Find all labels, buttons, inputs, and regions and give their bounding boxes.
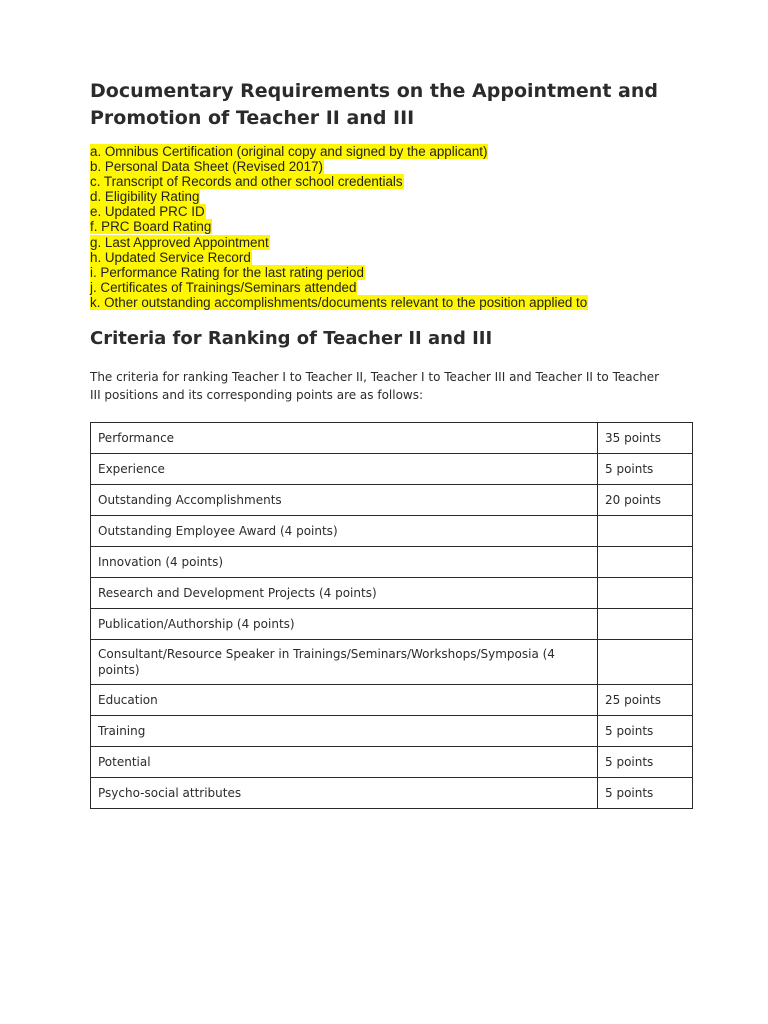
criterion-cell: Research and Development Projects (4 points)	[91, 578, 598, 609]
requirement-item	[90, 189, 694, 204]
table-row	[91, 747, 693, 778]
criterion-cell: Outstanding Employee Award (4 points)	[91, 516, 598, 547]
points-cell: 5 points	[598, 778, 693, 809]
requirement-item	[90, 144, 694, 159]
points-cell	[598, 640, 693, 685]
criterion-cell: Publication/Authorship (4 points)	[91, 609, 598, 640]
document-page	[90, 78, 694, 809]
criteria-heading: Criteria for Ranking of Teacher II and III	[90, 328, 493, 350]
criterion-cell: Performance	[91, 423, 598, 454]
points-cell: 35 points	[598, 423, 693, 454]
requirement-text: e. Updated PRC ID	[90, 204, 205, 220]
table-row	[91, 516, 693, 547]
points-cell: 25 points	[598, 685, 693, 716]
table-row	[91, 778, 693, 809]
requirement-item	[90, 219, 694, 234]
criterion-cell: Consultant/Resource Speaker in Trainings/Seminars/Workshops/Symposia (4 points)	[91, 640, 598, 685]
table-row	[91, 685, 693, 716]
criterion-cell: Innovation (4 points)	[91, 547, 598, 578]
requirements-heading-line2: Promotion of Teacher II and III	[90, 107, 415, 129]
table-row	[91, 640, 693, 685]
points-cell	[598, 609, 693, 640]
table-row	[91, 454, 693, 485]
requirement-text: g. Last Approved Appointment	[90, 234, 269, 250]
table-row	[91, 423, 693, 454]
requirement-text: b. Personal Data Sheet (Revised 2017)	[90, 159, 323, 175]
requirement-item	[90, 265, 694, 280]
table-row	[91, 547, 693, 578]
criterion-cell: Experience	[91, 454, 598, 485]
requirement-item	[90, 295, 694, 310]
table-row	[91, 485, 693, 516]
requirement-item	[90, 250, 694, 265]
requirement-text: i. Performance Rating for the last rating period	[90, 264, 364, 280]
requirement-text: c. Transcript of Records and other school credentials	[90, 174, 403, 190]
requirement-text: h. Updated Service Record	[90, 249, 251, 265]
requirement-item	[90, 204, 694, 219]
criteria-intro-paragraph: The criteria for ranking Teacher I to Teacher II, Teacher I to Teacher III and Teacher II to Teacher III positions and its corresponding points are as follows:	[90, 370, 660, 403]
points-cell: 5 points	[598, 716, 693, 747]
requirements-list	[90, 144, 694, 310]
criterion-cell: Potential	[91, 747, 598, 778]
points-cell	[598, 578, 693, 609]
requirements-heading-line1: Documentary Requirements on the Appointment and	[90, 80, 658, 102]
requirement-text: a. Omnibus Certification (original copy and signed by the applicant)	[90, 144, 488, 159]
requirement-text: d. Eligibility Rating	[90, 189, 200, 205]
table-row	[91, 716, 693, 747]
requirement-text: f. PRC Board Rating	[90, 219, 212, 235]
points-cell: 5 points	[598, 454, 693, 485]
requirement-item	[90, 280, 694, 295]
criteria-table	[90, 422, 693, 809]
points-cell	[598, 547, 693, 578]
table-row	[91, 609, 693, 640]
points-cell: 20 points	[598, 485, 693, 516]
requirement-text: k. Other outstanding accomplishments/documents relevant to the position applied to	[90, 294, 588, 310]
criterion-cell: Outstanding Accomplishments	[91, 485, 598, 516]
criterion-cell: Psycho-social attributes	[91, 778, 598, 809]
requirement-item	[90, 174, 694, 189]
points-cell	[598, 516, 693, 547]
points-cell: 5 points	[598, 747, 693, 778]
requirement-text: j. Certificates of Trainings/Seminars attended	[90, 279, 357, 295]
table-row	[91, 578, 693, 609]
requirement-item	[90, 159, 694, 174]
requirement-item	[90, 235, 694, 250]
criterion-cell: Training	[91, 716, 598, 747]
criterion-cell: Education	[91, 685, 598, 716]
requirements-heading	[90, 78, 694, 132]
